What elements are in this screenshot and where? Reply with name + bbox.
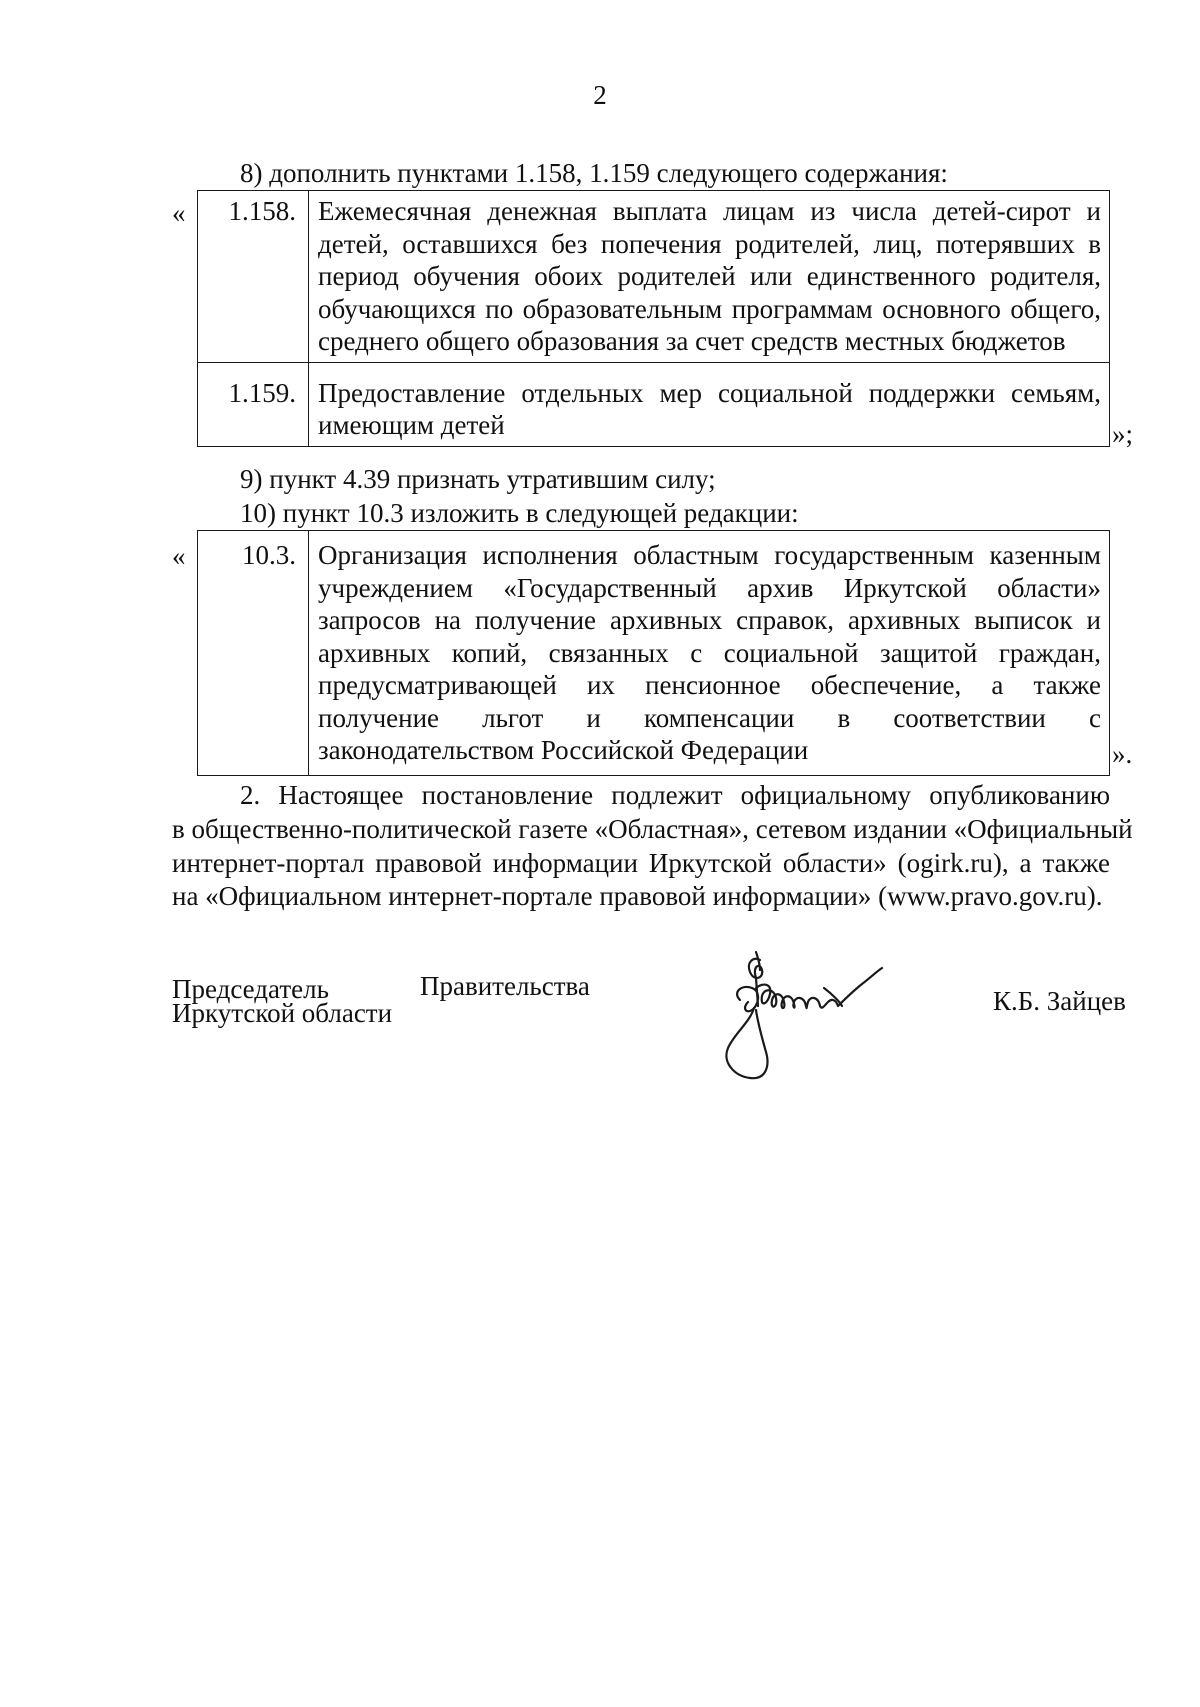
page-number: 2 bbox=[593, 80, 607, 110]
signatory-name: К.Б. Зайцев bbox=[993, 986, 1126, 1016]
text-line: Предоставление отдельных мер социальной поддержки семьям, bbox=[318, 377, 1101, 408]
handwritten-signature bbox=[712, 948, 962, 1083]
text-line: период обучения обоих родителей или единственного родителя, bbox=[318, 261, 1101, 291]
item9: 9) пункт 4.39 признать утратившим силу; bbox=[240, 464, 716, 494]
signatory-title-word1: Председатель bbox=[172, 974, 329, 1004]
item-number: 1.159. bbox=[198, 362, 309, 446]
paragraph-line: в общественно-политической газете «Областная», сетевом издании «Официальный bbox=[172, 814, 1133, 844]
text-line: архивных копий, связанных с социальной защитой граждан, bbox=[318, 637, 1101, 668]
close-quote-1: »; bbox=[1112, 419, 1134, 449]
text-line: детей, оставшихся без попечения родителей, лиц, потерявших в bbox=[318, 228, 1101, 259]
open-quote-2: « bbox=[172, 541, 186, 571]
item-text bbox=[309, 362, 1110, 446]
text-line: законодательством Российской Федерации bbox=[318, 735, 809, 765]
amendment-table-1 bbox=[197, 190, 1110, 447]
table-row bbox=[198, 362, 1110, 446]
amendment-table-2 bbox=[197, 530, 1110, 776]
item8-intro: 8) дополнить пунктами 1.158, 1.159 следующего содержания: bbox=[240, 158, 948, 188]
text-line: предусматривающей их пенсионное обеспечение, а также bbox=[318, 670, 1101, 700]
text-line: Организация исполнения областным государственным казенным bbox=[318, 540, 1101, 570]
item-number: 10.3. bbox=[198, 531, 309, 776]
text-line: имеющим детей bbox=[318, 410, 505, 440]
open-quote-1: « bbox=[172, 198, 186, 228]
paragraph-line: 2. Настоящее постановление подлежит официальному опубликованию bbox=[240, 780, 1110, 810]
paragraph-line: интернет-портал правовой информации Иркутской области» (ogirk.ru), а также bbox=[172, 848, 1110, 878]
item-text bbox=[309, 531, 1110, 776]
table-row bbox=[198, 191, 1110, 363]
close-quote-2: ». bbox=[1112, 739, 1133, 769]
text-line: среднего общего образования за счет средств местных бюджетов bbox=[318, 326, 1066, 356]
item-number: 1.158. bbox=[198, 191, 309, 363]
text-line: обучающихся по образовательным программам основного общего, bbox=[318, 293, 1101, 324]
paragraph-line: на «Официальном интернет-портале правовой информации» (www.pravo.gov.ru). bbox=[172, 881, 1103, 911]
item-text bbox=[309, 191, 1110, 363]
table-row bbox=[198, 531, 1110, 776]
signatory-title-line2: Иркутской области bbox=[172, 998, 393, 1028]
text-line: Ежемесячная денежная выплата лицам из числа детей-сирот и bbox=[318, 196, 1101, 226]
text-line: получение льгот и компенсации в соответствии с bbox=[318, 702, 1101, 733]
paragraph-2 bbox=[172, 778, 1133, 912]
text-line: запросов на получение архивных справок, архивных выписок и bbox=[318, 605, 1101, 635]
item10-intro: 10) пункт 10.3 изложить в следующей редакции: bbox=[240, 498, 799, 528]
text-line: учреждением «Государственный архив Иркутской области» bbox=[318, 572, 1101, 603]
signatory-title-word2: Правительства bbox=[420, 971, 590, 1001]
